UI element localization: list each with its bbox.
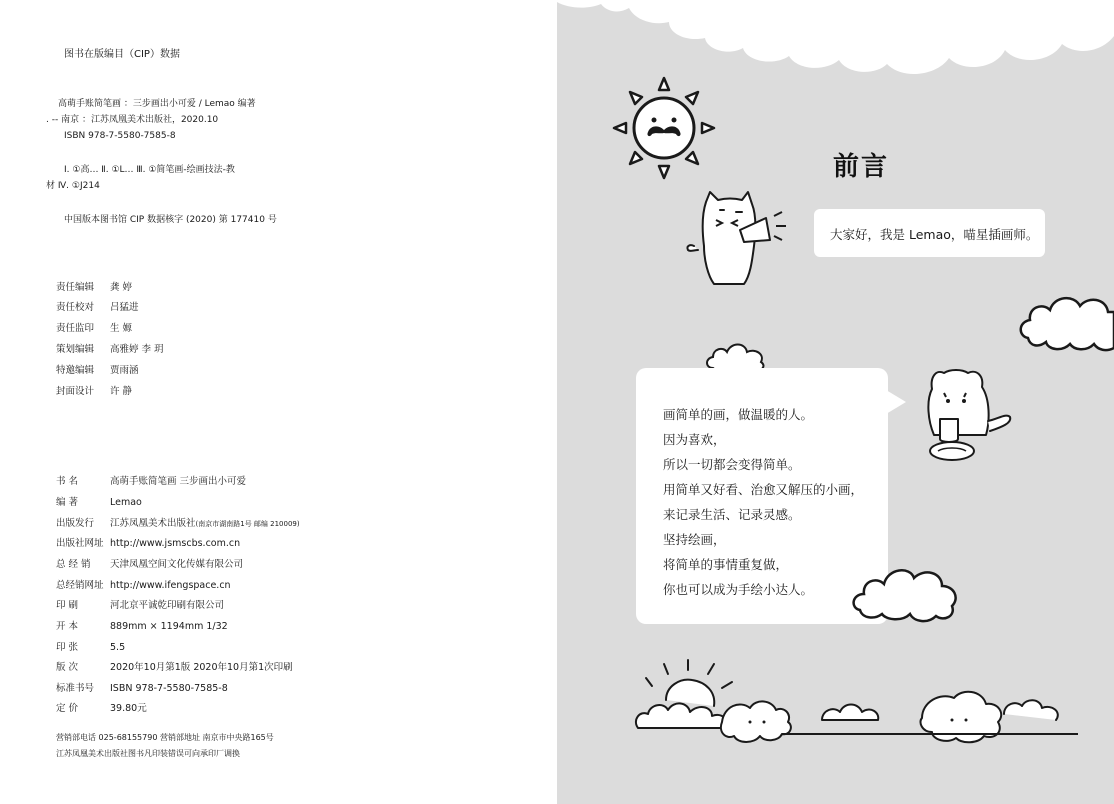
poem-line: 你也可以成为手绘小达人。 <box>663 582 814 597</box>
greeting-bubble <box>814 209 1045 257</box>
cip-line: 中国版本图书馆 CIP 数据核字 (2020) 第 177410 号 <box>64 215 277 225</box>
poem-line: 画简单的画，做温暖的人。 <box>663 407 814 422</box>
poem-line: 所以一切都会变得简单。 <box>663 457 801 472</box>
poem-line: 来记录生活、记录灵感。 <box>663 507 801 522</box>
poem-line: 用简单又好看、治愈又解压的小画， <box>663 482 864 497</box>
info-row: 印 张 5.5 <box>56 642 126 653</box>
info-row: 标准书号 ISBN 978-7-5580-7585-8 <box>56 683 228 694</box>
cloud-icon <box>1018 288 1114 354</box>
info-row: 印 刷 河北京平诚乾印刷有限公司 <box>56 600 225 611</box>
cip-line: Ⅰ. ①高… Ⅱ. ①L… Ⅲ. ①简笔画-绘画技法-教 <box>64 165 235 175</box>
info-row: 出版社网址 http://www.jsmscbs.com.cn <box>56 538 241 549</box>
cip-line: . -- 南京 ：江苏凤凰美术出版社，2020.10 <box>46 115 219 125</box>
info-row: 书 名 高萌手账简笔画 三步画出小可爱 <box>56 476 247 487</box>
credit-row: 策划编辑 高雅婷 李 玥 <box>56 344 164 355</box>
credit-row: 责任编辑 龚 婷 <box>56 282 133 293</box>
footer-line: 江苏凤凰美术出版社图书凡印装错误可向承印厂调换 <box>56 749 240 758</box>
cip-title: 图书在版编目（CIP）数据 <box>64 49 180 60</box>
bubble-tail <box>886 390 910 416</box>
credit-row: 责任监印 生 嫄 <box>56 323 133 334</box>
cip-line: 高萌手账简笔画 ：三步画出小可爱 / Lemao 编著 <box>58 99 256 109</box>
info-row: 总经销网址 http://www.ifengspace.cn <box>56 580 231 591</box>
poem-line: 将简单的事情重复做， <box>663 557 789 572</box>
preface-heading: 前言 <box>833 152 890 182</box>
credit-row: 封面设计 许 静 <box>56 386 133 397</box>
preface-poem <box>663 402 863 602</box>
poem-line: 坚持绘画， <box>663 532 726 547</box>
info-row: 版 次 2020年10月第1版 2020年10月第1次印刷 <box>56 662 293 673</box>
cloud-icon <box>850 558 962 624</box>
cip-line: ISBN 978-7-5580-7585-8 <box>64 131 176 141</box>
info-row: 开 本 889mm × 1194mm 1/32 <box>56 621 228 632</box>
poem-line: 因为喜欢， <box>663 432 726 447</box>
cat-with-megaphone-icon <box>684 190 794 290</box>
footer-line: 营销部电话 025-68155790 营销部地址 南京市中央路165号 <box>56 733 274 742</box>
credit-row: 特邀编辑 贾雨涵 <box>56 365 139 376</box>
info-row: 出版发行 江苏凤凰美术出版社(南京市湖南路1号 邮编 210009) <box>56 518 300 529</box>
cat-with-cup-icon <box>914 365 1018 469</box>
cip-line: 材 Ⅳ. ①J214 <box>46 181 100 191</box>
greeting-text: 大家好，我是 Lemao，喵星插画师。 <box>830 227 1039 242</box>
sunrise-clouds-icon <box>632 660 1072 750</box>
info-row: 定 价 39.80元 <box>56 703 147 714</box>
sun-with-mustache-icon <box>610 72 720 184</box>
top-cloud-icon <box>557 0 1114 80</box>
info-row: 编 著 Lemao <box>56 497 142 508</box>
credit-row: 责任校对 吕猛进 <box>56 302 139 313</box>
info-row: 总 经 销 天津凤凰空间文化传媒有限公司 <box>56 559 244 570</box>
